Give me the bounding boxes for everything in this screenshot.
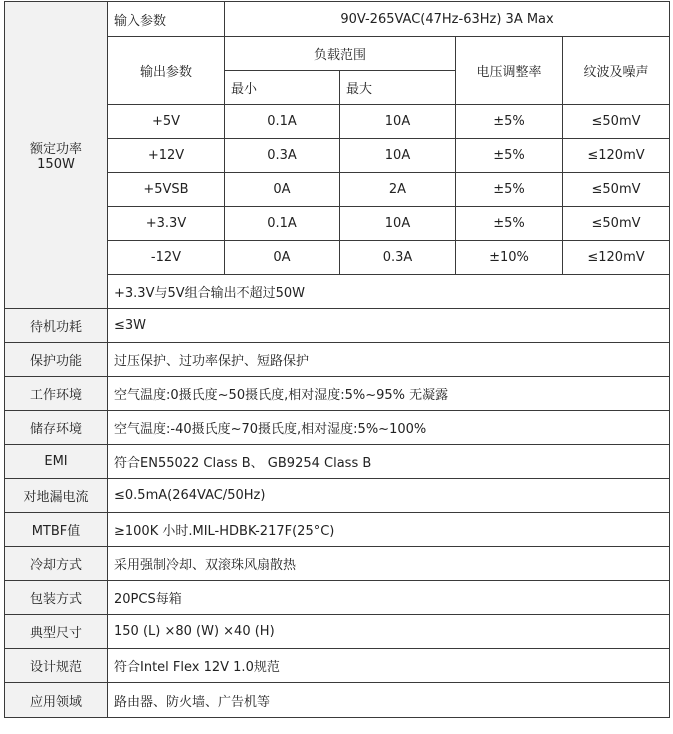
min-load-header: 最小	[225, 71, 340, 105]
output-min-load: 0.1A	[225, 105, 340, 139]
spec-row-dimensions	[5, 615, 670, 649]
output-voltage: +3.3V	[108, 207, 225, 241]
output-min-load: 0.3A	[225, 139, 340, 173]
output-param-label: 输出参数	[108, 37, 225, 105]
combined-output-note: +3.3V与5V组合输出不超过50W	[108, 275, 670, 309]
output-voltage: -12V	[108, 241, 225, 275]
output-max-load: 10A	[340, 139, 456, 173]
spec-row-operating-env	[5, 377, 670, 411]
spec-label: 储存环境	[5, 411, 108, 445]
spec-table	[4, 1, 670, 718]
output-ripple: ≤50mV	[563, 105, 670, 139]
spec-value: 采用强制冷却、双滚珠风扇散热	[108, 547, 670, 581]
spec-row-design-standard	[5, 649, 670, 683]
output-max-load: 2A	[340, 173, 456, 207]
rated-power-label	[5, 2, 108, 309]
rated-power-line1: 额定功率	[29, 142, 82, 157]
spec-row-emi	[5, 445, 670, 479]
output-min-load: 0.1A	[225, 207, 340, 241]
spec-value: 符合EN55022 Class B、 GB9254 Class B	[108, 445, 670, 479]
spec-label: 待机功耗	[5, 309, 108, 343]
spec-row-leakage	[5, 479, 670, 513]
spec-value: 20PCS每箱	[108, 581, 670, 615]
spec-label: 冷却方式	[5, 547, 108, 581]
spec-label: 设计规范	[5, 649, 108, 683]
output-regulation: ±5%	[456, 105, 563, 139]
spec-row-standby	[5, 309, 670, 343]
spec-row-storage-env	[5, 411, 670, 445]
output-regulation: ±5%	[456, 207, 563, 241]
output-ripple: ≤50mV	[563, 207, 670, 241]
regulation-header: 电压调整率	[456, 37, 563, 105]
spec-value: ≥100K 小时.MIL-HDBK-217F(25°C)	[108, 513, 670, 547]
output-voltage: +5V	[108, 105, 225, 139]
output-max-load: 10A	[340, 207, 456, 241]
spec-value: ≤0.5mA(264VAC/50Hz)	[108, 479, 670, 513]
spec-value: ≤3W	[108, 309, 670, 343]
spec-label: 保护功能	[5, 343, 108, 377]
input-row	[5, 2, 670, 37]
input-param-label: 输入参数	[108, 2, 225, 37]
max-load-header: 最大	[340, 71, 456, 105]
spec-label: EMI	[5, 445, 108, 479]
rated-power-line2: 150W	[37, 157, 75, 172]
spec-label: 工作环境	[5, 377, 108, 411]
output-regulation: ±10%	[456, 241, 563, 275]
output-ripple: ≤120mV	[563, 241, 670, 275]
spec-label: MTBF值	[5, 513, 108, 547]
output-max-load: 10A	[340, 105, 456, 139]
ripple-header: 纹波及噪声	[563, 37, 670, 105]
output-ripple: ≤50mV	[563, 173, 670, 207]
output-regulation: ±5%	[456, 139, 563, 173]
spec-value: 路由器、防火墙、广告机等	[108, 683, 670, 718]
spec-row-protection	[5, 343, 670, 377]
output-voltage: +5VSB	[108, 173, 225, 207]
spec-label: 对地漏电流	[5, 479, 108, 513]
output-max-load: 0.3A	[340, 241, 456, 275]
spec-row-packing	[5, 581, 670, 615]
output-min-load: 0A	[225, 173, 340, 207]
output-regulation: ±5%	[456, 173, 563, 207]
output-min-load: 0A	[225, 241, 340, 275]
spec-row-application	[5, 683, 670, 718]
spec-row-cooling	[5, 547, 670, 581]
spec-label: 典型尺寸	[5, 615, 108, 649]
input-param-value: 90V-265VAC(47Hz-63Hz) 3A Max	[225, 2, 670, 37]
load-range-label: 负载范围	[225, 37, 456, 71]
spec-label: 包装方式	[5, 581, 108, 615]
output-voltage: +12V	[108, 139, 225, 173]
spec-value: 空气温度:-40摄氏度~70摄氏度,相对湿度:5%~100%	[108, 411, 670, 445]
spec-value: 150 (L) ×80 (W) ×40 (H)	[108, 615, 670, 649]
spec-value: 空气温度:0摄氏度~50摄氏度,相对湿度:5%~95% 无凝露	[108, 377, 670, 411]
output-ripple: ≤120mV	[563, 139, 670, 173]
spec-value: 过压保护、过功率保护、短路保护	[108, 343, 670, 377]
spec-label: 应用领域	[5, 683, 108, 718]
spec-row-mtbf	[5, 513, 670, 547]
spec-value: 符合Intel Flex 12V 1.0规范	[108, 649, 670, 683]
